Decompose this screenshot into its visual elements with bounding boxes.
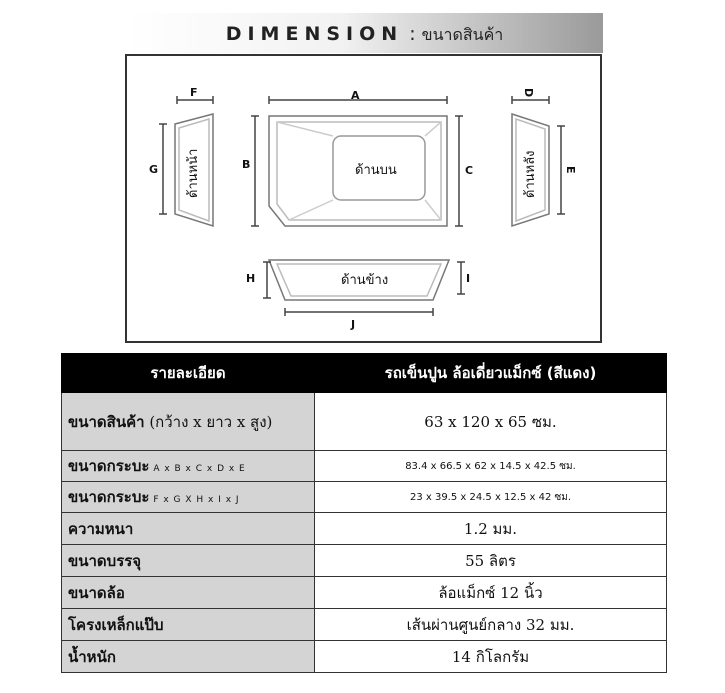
dim-letter-a: A: [351, 89, 360, 102]
table-row: [62, 513, 667, 545]
header-detail: รายละเอียด: [62, 354, 315, 393]
row-value: 83.4 x 66.5 x 62 x 14.5 x 42.5 ซม.: [315, 451, 667, 482]
dim-letter-h: H: [246, 272, 256, 285]
spec-table: [61, 353, 667, 673]
table-row: [62, 641, 667, 673]
dim-letter-b: B: [242, 158, 251, 171]
row-value: เส้นผ่านศูนย์กลาง 32 มม.: [315, 609, 667, 641]
table-row: [62, 545, 667, 577]
dim-letter-j: J: [351, 318, 356, 331]
row-value: 14 กิโลกรัม: [315, 641, 667, 673]
table-row: [62, 451, 667, 482]
dim-letter-i: I: [466, 272, 471, 285]
row-label: น้ำหนัก: [62, 641, 315, 673]
banner-title: [126, 23, 603, 48]
dimension-diagram: [125, 54, 602, 343]
view-label-front: ด้านหน้า: [186, 148, 201, 198]
dim-letter-d: D: [522, 88, 535, 98]
row-value: 55 ลิตร: [315, 545, 667, 577]
row-value: 1.2 มม.: [315, 513, 667, 545]
row-value: 63 x 120 x 65 ซม.: [315, 393, 667, 451]
row-label: ขนาดสินค้า (กว้าง x ยาว x สูง): [62, 393, 315, 451]
dimension-banner: [126, 13, 603, 53]
table-row: [62, 577, 667, 609]
view-label-back: ด้านหลัง: [523, 150, 538, 198]
table-row: [62, 609, 667, 641]
dim-letter-g: G: [149, 163, 159, 176]
row-label: ขนาดล้อ: [62, 577, 315, 609]
banner-separator: :: [403, 23, 422, 45]
view-label-side: ด้านข้าง: [341, 273, 389, 288]
banner-title-main: DIMENSION: [225, 23, 404, 45]
row-value: ล้อแม็กซ์ 12 นิ้ว: [315, 577, 667, 609]
dim-letter-e: E: [564, 166, 577, 174]
dim-letter-f: F: [190, 86, 198, 99]
dimension-diagram-svg: [127, 56, 604, 345]
view-label-top: ด้านบน: [355, 163, 397, 178]
row-label: โครงเหล็กแป๊บ: [62, 609, 315, 641]
spec-table-header: [62, 354, 667, 393]
row-label: ขนาดกระบะ A x B x C x D x E: [62, 451, 315, 482]
table-row: [62, 393, 667, 451]
banner-subtitle: ขนาดสินค้า: [421, 25, 504, 44]
table-row: [62, 482, 667, 513]
row-value: 23 x 39.5 x 24.5 x 12.5 x 42 ซม.: [315, 482, 667, 513]
row-label: ขนาดกระบะ F x G X H x I x J: [62, 482, 315, 513]
header-product: รถเข็นปูน ล้อเดี่ยวแม็กซ์ (สีแดง): [315, 354, 667, 393]
dim-letter-c: C: [465, 164, 474, 177]
row-label: ความหนา: [62, 513, 315, 545]
row-label: ขนาดบรรจุ: [62, 545, 315, 577]
